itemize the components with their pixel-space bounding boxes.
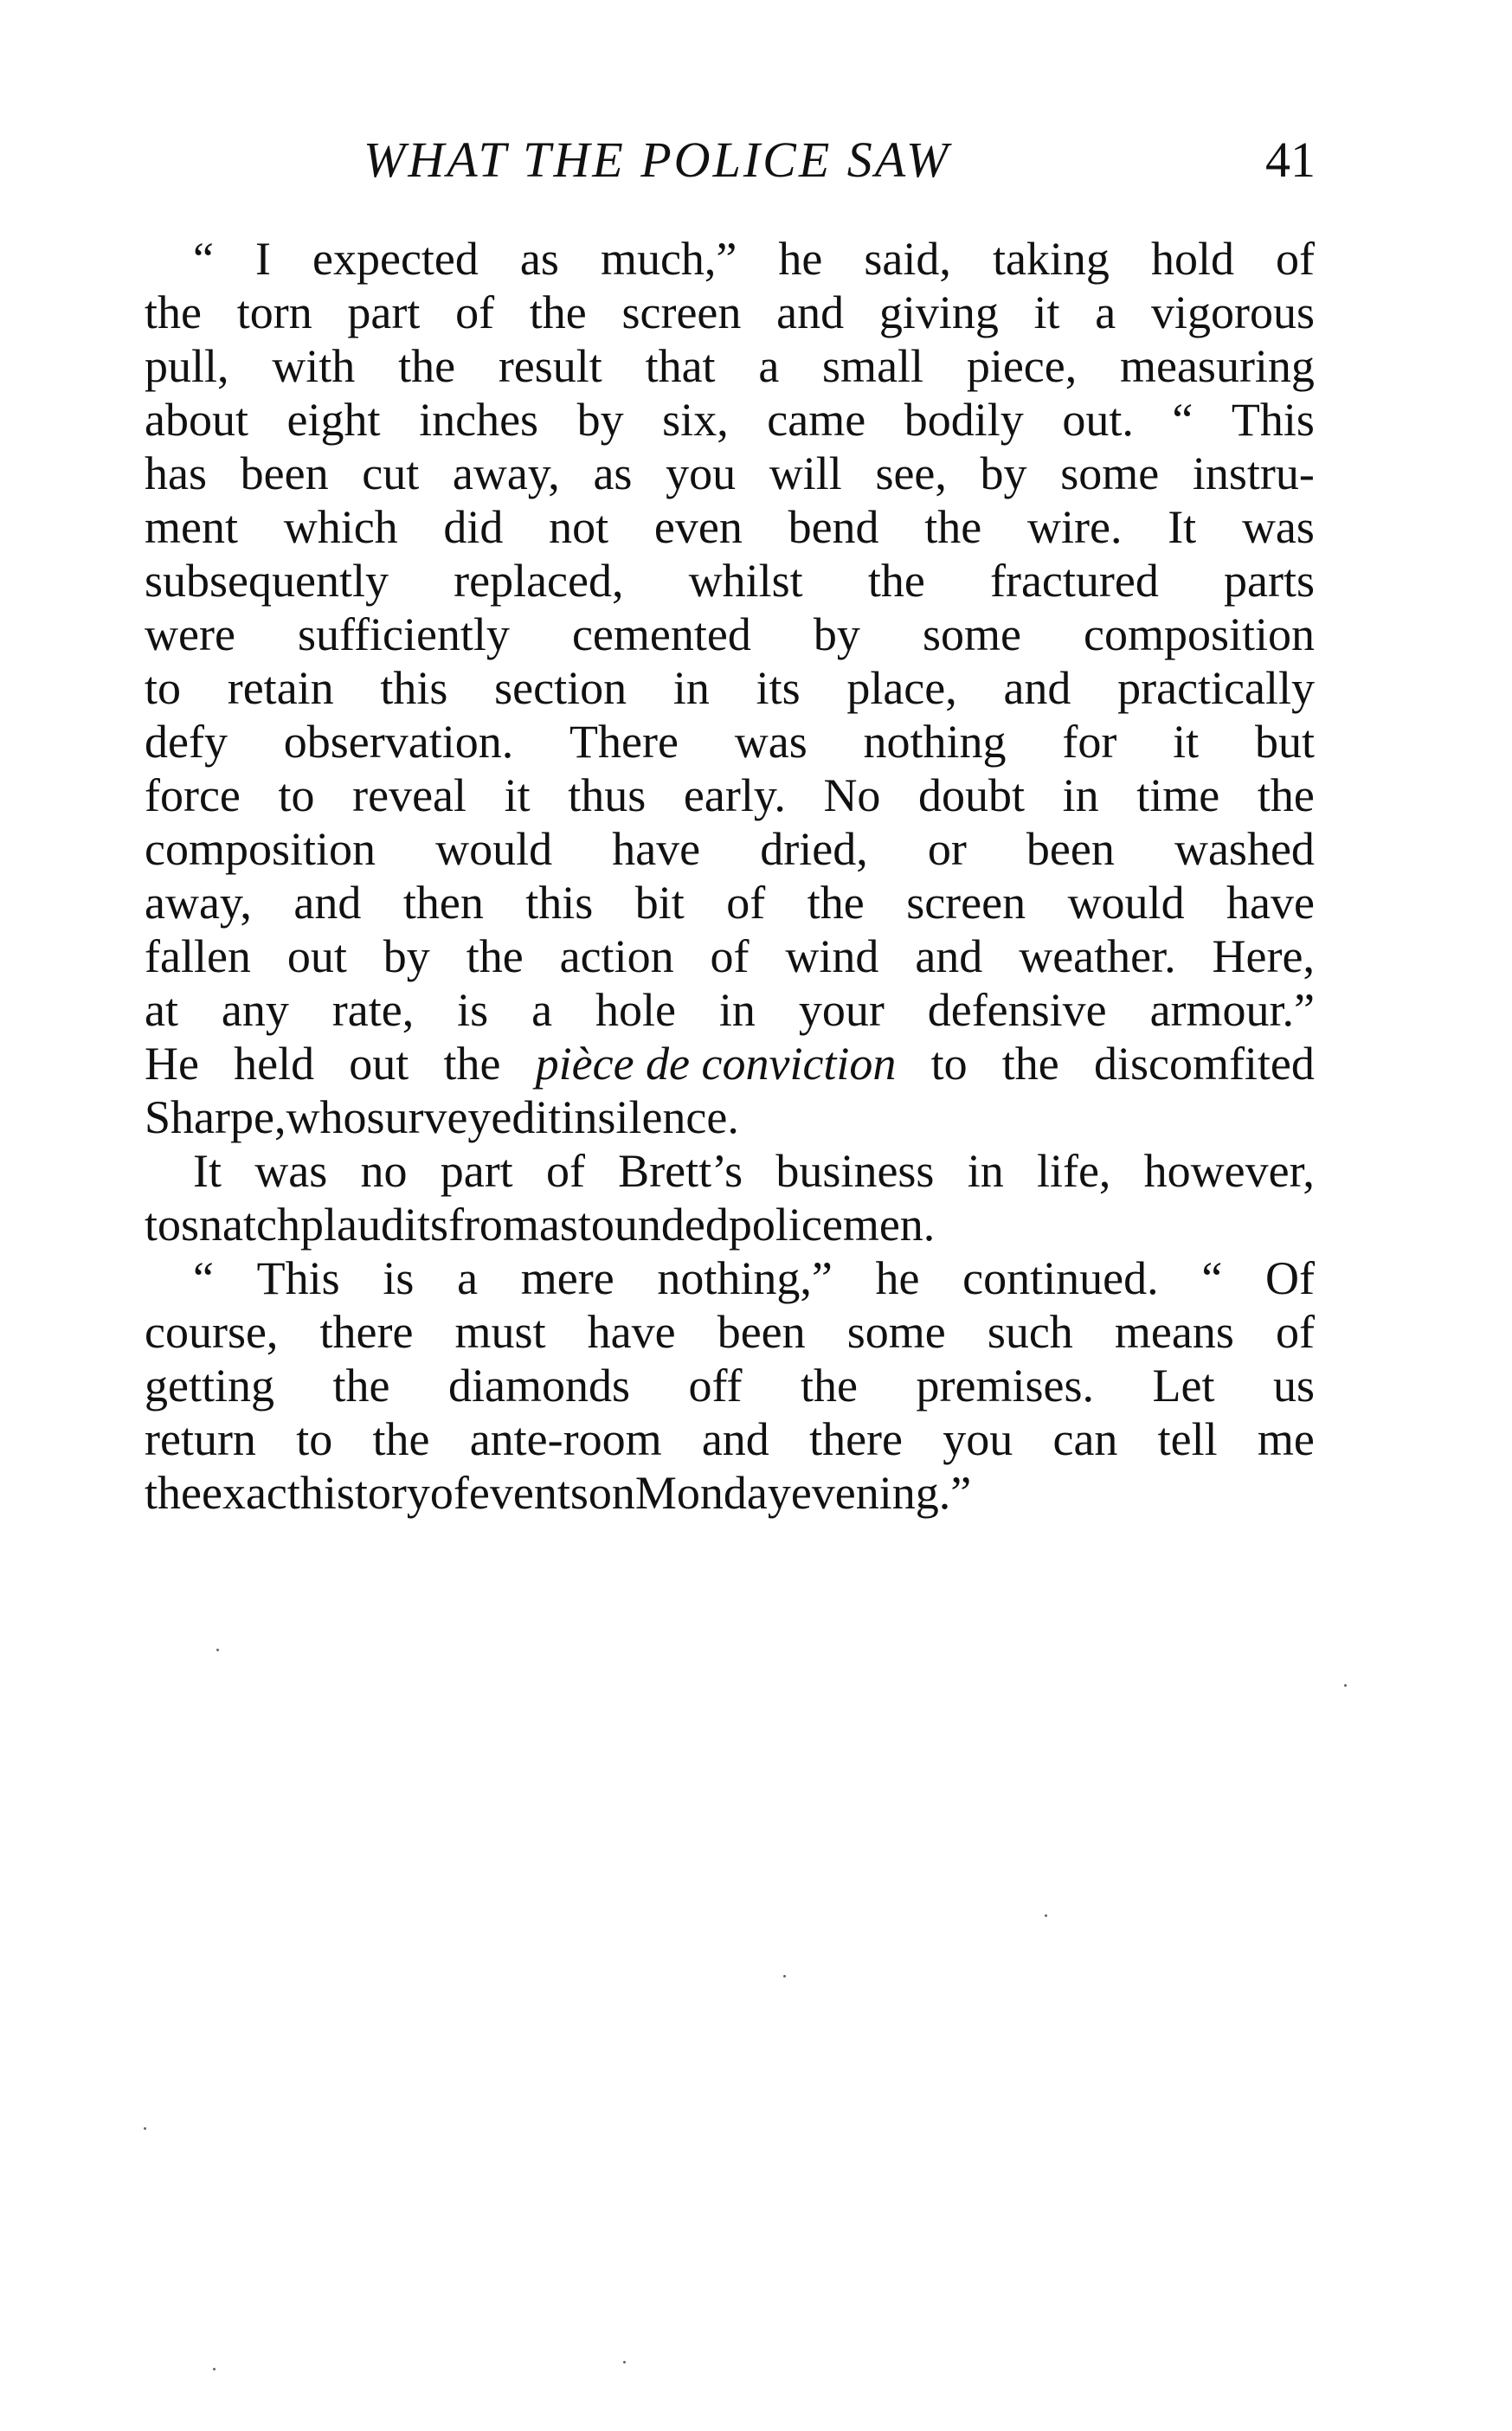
word: in: [672, 662, 710, 714]
word: can: [1052, 1413, 1118, 1465]
word: the: [807, 877, 865, 929]
word: and: [701, 1413, 769, 1465]
word: “: [1172, 394, 1194, 446]
word: “: [1201, 1252, 1223, 1304]
word: some: [1060, 447, 1160, 499]
word: it: [1033, 286, 1060, 338]
word: held: [234, 1038, 315, 1090]
word: he: [875, 1252, 920, 1304]
word: us: [1272, 1360, 1315, 1412]
word: some: [922, 608, 1021, 660]
word: must: [454, 1306, 546, 1358]
word: defy: [145, 716, 228, 768]
word: came: [767, 394, 866, 446]
word: the: [145, 286, 202, 338]
word: evening.”: [790, 1467, 972, 1519]
text-line: [145, 286, 1315, 339]
word: reveal: [352, 769, 467, 821]
word: doubt: [918, 769, 1026, 821]
word: practically: [1117, 662, 1315, 714]
word: been: [240, 447, 329, 499]
text-line: [145, 1412, 1315, 1466]
word: of: [1275, 1306, 1315, 1358]
word: to: [930, 1038, 968, 1090]
word: astounded: [538, 1199, 729, 1251]
word: or: [927, 823, 967, 875]
text-line: [145, 447, 1315, 500]
word: as: [593, 447, 633, 499]
word: have: [587, 1306, 676, 1358]
word: did: [443, 501, 504, 553]
word: Of: [1264, 1252, 1315, 1304]
word: by: [576, 394, 624, 446]
word: observation.: [283, 716, 514, 768]
paper-speck: [783, 1975, 786, 1978]
word: of: [710, 930, 750, 982]
word: fractured: [989, 555, 1159, 607]
word: in: [967, 1145, 1004, 1197]
word: surveyed: [366, 1091, 536, 1143]
text-line: [145, 1090, 1315, 1144]
word: composition: [145, 823, 376, 875]
word: giving: [878, 286, 999, 338]
word: it: [1173, 716, 1200, 768]
word: of: [1276, 233, 1315, 285]
word: ment: [145, 501, 238, 553]
word: the: [801, 1360, 859, 1412]
word: eight: [286, 394, 381, 446]
word: retain: [227, 662, 334, 714]
text-line: [145, 983, 1315, 1037]
paper-speck: [144, 2127, 146, 2130]
word: silence.: [597, 1091, 739, 1143]
word: part: [347, 286, 421, 338]
word: cut: [362, 447, 420, 499]
word: premises.: [916, 1360, 1094, 1412]
paper-speck: [1344, 1684, 1347, 1687]
word: the: [332, 1360, 390, 1412]
word: would: [435, 823, 553, 875]
word: of: [429, 1467, 469, 1519]
word: to: [296, 1413, 333, 1465]
text-line: [145, 876, 1315, 929]
text-line: [145, 1359, 1315, 1412]
word: and: [293, 877, 362, 929]
word: exact: [201, 1467, 300, 1519]
paper-speck: [216, 1649, 219, 1651]
word: thus: [568, 769, 647, 821]
word: dried,: [760, 823, 868, 875]
word: the: [1257, 769, 1315, 821]
text-line: [145, 715, 1315, 769]
word: which: [283, 501, 398, 553]
word: No: [823, 769, 881, 821]
word: will: [769, 447, 842, 499]
page-number: 41: [1265, 132, 1316, 188]
word: no: [360, 1145, 408, 1197]
word: taking: [992, 233, 1110, 285]
word: you: [666, 447, 737, 499]
word: getting: [145, 1360, 274, 1412]
word: from: [447, 1199, 539, 1251]
word: been: [717, 1306, 806, 1358]
word: off: [688, 1360, 743, 1412]
word: life,: [1036, 1145, 1111, 1197]
word: ante-room: [469, 1413, 662, 1465]
word: then: [402, 877, 484, 929]
word: said,: [864, 233, 951, 285]
word: and: [776, 286, 845, 338]
word: whilst: [688, 555, 803, 607]
word: time: [1136, 769, 1220, 821]
word: screen: [621, 286, 742, 338]
word: sufficiently: [297, 608, 510, 660]
word: cemented: [571, 608, 751, 660]
word: subsequently: [145, 555, 389, 607]
text-line: [145, 393, 1315, 447]
word: continued.: [962, 1252, 1159, 1304]
word: measuring: [1119, 340, 1315, 392]
word: wind: [785, 930, 879, 982]
word: result: [498, 340, 602, 392]
word: discomfited: [1093, 1038, 1315, 1090]
word: “: [193, 233, 214, 285]
word: by: [813, 608, 860, 660]
word: was: [254, 1145, 328, 1197]
word: on: [588, 1467, 635, 1519]
word: about: [145, 394, 248, 446]
word: replaced,: [454, 555, 624, 607]
word: have: [612, 823, 701, 875]
word: diamonds: [448, 1360, 630, 1412]
word: it: [535, 1091, 562, 1143]
word: This: [256, 1252, 340, 1304]
word: it: [504, 769, 531, 821]
word: It: [1168, 501, 1197, 553]
word: see,: [875, 447, 947, 499]
word: Here,: [1212, 930, 1315, 982]
word: composition: [1084, 608, 1315, 660]
word: bodily: [904, 394, 1024, 446]
word: your: [798, 984, 885, 1036]
word: plaudits: [299, 1199, 448, 1251]
word: bend: [788, 501, 879, 553]
word: this: [525, 877, 594, 929]
word: the: [924, 501, 982, 553]
word: business: [775, 1145, 935, 1197]
word: section: [494, 662, 627, 714]
word: six,: [662, 394, 729, 446]
word: in: [1062, 769, 1099, 821]
word: instru-: [1192, 447, 1315, 499]
text-line: [145, 554, 1315, 608]
word: expected: [312, 233, 479, 285]
word: policemen.: [728, 1199, 936, 1251]
word: away,: [145, 877, 252, 929]
word: away,: [452, 447, 560, 499]
word: with: [272, 340, 356, 392]
italic-phrase: pièce de conviction: [535, 1038, 897, 1090]
word: snatch: [181, 1199, 300, 1251]
text-line: [145, 1198, 1315, 1251]
word: mere: [520, 1252, 614, 1304]
word: pull,: [145, 340, 229, 392]
word: out: [349, 1038, 409, 1090]
word: out: [286, 930, 347, 982]
word: parts: [1224, 555, 1315, 607]
word: the: [466, 930, 524, 982]
paper-speck: [1045, 1914, 1047, 1917]
word: of: [545, 1145, 585, 1197]
word: is: [457, 984, 489, 1036]
word: not: [549, 501, 609, 553]
word: were: [145, 608, 235, 660]
text-line: [145, 769, 1315, 822]
word: he: [778, 233, 823, 285]
word: There: [569, 716, 679, 768]
word: even: [653, 501, 743, 553]
running-title: WHAT THE POLICE SAW: [364, 132, 951, 188]
word: vigorous: [1150, 286, 1315, 338]
word: Let: [1152, 1360, 1215, 1412]
word: history: [299, 1467, 430, 1519]
word: the: [1001, 1038, 1059, 1090]
word: by: [980, 447, 1027, 499]
running-head: [147, 130, 1316, 199]
word: torn: [236, 286, 312, 338]
word: to: [278, 769, 315, 821]
word: this: [380, 662, 448, 714]
word: tell: [1157, 1413, 1218, 1465]
word: in: [561, 1091, 598, 1143]
word: fallen: [145, 930, 251, 982]
word: the: [398, 340, 456, 392]
word: defensive: [927, 984, 1107, 1036]
word: some: [846, 1306, 946, 1358]
word: a: [1095, 286, 1116, 338]
paper-speck: [213, 2368, 216, 2370]
word: place,: [846, 662, 957, 714]
word: hold: [1150, 233, 1234, 285]
text-line: [145, 929, 1315, 983]
word: a: [758, 340, 780, 392]
text-line: [145, 500, 1315, 554]
word: nothing,”: [657, 1252, 833, 1304]
text-line: [145, 1037, 1315, 1090]
word: of: [726, 877, 766, 929]
word: action: [559, 930, 674, 982]
word: washed: [1174, 823, 1315, 875]
text-line: [145, 1251, 1315, 1305]
word: and: [915, 930, 983, 982]
text-line: [145, 608, 1315, 661]
word: out.: [1062, 394, 1134, 446]
text-line: [145, 232, 1315, 286]
word: its: [756, 662, 801, 714]
word: however,: [1143, 1145, 1315, 1197]
word: hole: [595, 984, 676, 1036]
word: is: [383, 1252, 415, 1304]
word: the: [529, 286, 587, 338]
word: nothing: [863, 716, 1007, 768]
paper-speck: [623, 2361, 626, 2363]
word: there: [809, 1413, 903, 1465]
word: the: [867, 555, 925, 607]
word: force: [145, 769, 241, 821]
word: has: [145, 447, 207, 499]
word: much,”: [600, 233, 737, 285]
word: a: [457, 1252, 479, 1304]
word: Monday: [634, 1467, 791, 1519]
word: but: [1254, 716, 1315, 768]
text-line: [145, 1466, 1315, 1520]
word: that: [645, 340, 716, 392]
word: It: [193, 1145, 222, 1197]
word: would: [1067, 877, 1185, 929]
text-line: [145, 822, 1315, 876]
word: the: [372, 1413, 430, 1465]
word: part: [440, 1145, 513, 1197]
word: course,: [145, 1306, 279, 1358]
word: me: [1257, 1413, 1315, 1465]
word: any: [221, 984, 289, 1036]
word: there: [319, 1306, 414, 1358]
word: screen: [906, 877, 1026, 929]
text-body: [145, 232, 1315, 1520]
word: and: [1003, 662, 1071, 714]
word: return: [145, 1413, 256, 1465]
word: such: [987, 1306, 1073, 1358]
word: by: [383, 930, 430, 982]
word: was: [734, 716, 807, 768]
word: “: [193, 1252, 214, 1304]
word: you: [943, 1413, 1013, 1465]
word: of: [455, 286, 495, 338]
word: Sharpe,: [145, 1091, 286, 1143]
word: was: [1241, 501, 1315, 553]
word: inches: [419, 394, 539, 446]
word: have: [1226, 877, 1315, 929]
text-line: [145, 1305, 1315, 1359]
word: small: [822, 340, 924, 392]
word: armour.”: [1149, 984, 1315, 1036]
word: events: [468, 1467, 589, 1519]
word: for: [1062, 716, 1117, 768]
text-line: [145, 1144, 1315, 1198]
word: weather.: [1019, 930, 1176, 982]
word: who: [286, 1091, 367, 1143]
word: bit: [634, 877, 685, 929]
word: the: [443, 1038, 501, 1090]
word: means: [1114, 1306, 1234, 1358]
word: He: [145, 1038, 199, 1090]
word: in: [718, 984, 756, 1036]
word: wire.: [1027, 501, 1123, 553]
word: a: [531, 984, 553, 1036]
word: to: [145, 662, 182, 714]
text-line: [145, 661, 1315, 715]
word: to: [145, 1199, 182, 1251]
word: Brett’s: [618, 1145, 743, 1197]
word: piece,: [966, 340, 1078, 392]
word: been: [1026, 823, 1115, 875]
text-line: [145, 339, 1315, 393]
word: early.: [683, 769, 786, 821]
word: rate,: [331, 984, 415, 1036]
word: at: [145, 984, 178, 1036]
word: the: [145, 1467, 202, 1519]
word: This: [1231, 394, 1315, 446]
word: as: [519, 233, 559, 285]
word: I: [255, 233, 271, 285]
